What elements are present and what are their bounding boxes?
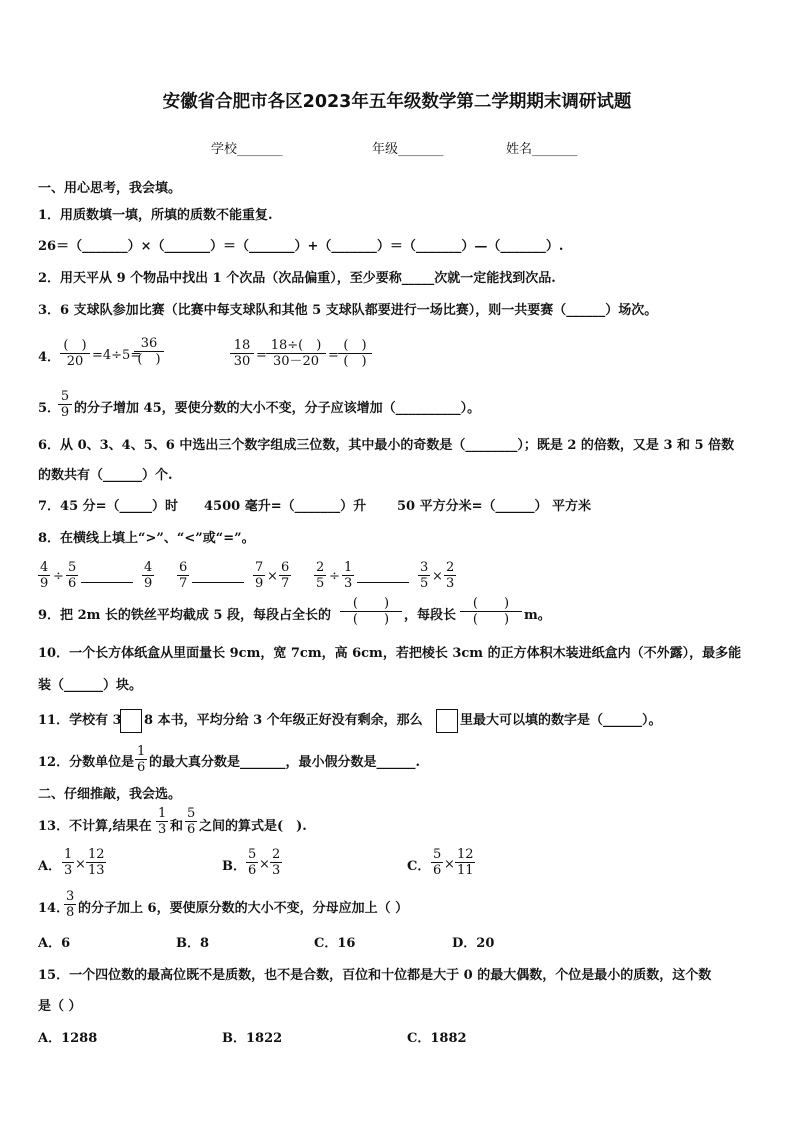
q4-fraction-4[interactable] (266, 338, 326, 369)
question-7-a[interactable]: 7．45 分=（_____）时 (38, 499, 179, 514)
q8-1-frac-b: $\frac{5}{6}$ (68, 560, 77, 591)
q14-fraction: $\frac{3}{8}$ (66, 889, 75, 920)
q15-option-a[interactable]: A．1288 (38, 1031, 98, 1046)
times-sign: × (259, 857, 270, 872)
denominator[interactable]: ( ) (343, 354, 367, 369)
q14-option-d[interactable]: D．20 (452, 936, 495, 951)
question-3[interactable]: 3．6 支球队参加比赛（比赛中每支球队和其他 5 支球队都要进行一场比赛），则一共要赛（______）场次。 (38, 303, 658, 318)
q8-1-frac-c: $\frac{4}{9}$ (144, 560, 153, 591)
q8-3-frac-a: $\frac{2}{5}$ (316, 560, 325, 591)
q8-1-frac-a: $\frac{4}{9}$ (40, 560, 49, 591)
question-1: 1．用质数填一填，所填的质数不能重复. (38, 208, 273, 223)
q8-2-frac-b: $\frac{7}{9}$ (255, 560, 264, 591)
q11-text-a: 11．学校有 3 (38, 713, 122, 728)
q8-2-blank[interactable] (192, 568, 244, 583)
equals-sign: = (328, 348, 339, 363)
q8-3-frac-d: $\frac{2}{3}$ (446, 560, 455, 591)
grade-field[interactable]: 年级_______ (372, 142, 444, 157)
q11-digit-box-ref (436, 709, 458, 733)
question-7-c[interactable]: 50 平方分米=（______） 平方米 (397, 499, 592, 514)
question-7-b[interactable]: 4500 毫升=（_______）升 (204, 499, 367, 514)
question-10-line-1: 10．一个长方体纸盒从里面量长 9cm，宽 7cm，高 6cm，若把棱长 3cm 的正方体积木装进纸盒内（不外露），最多能 (38, 646, 742, 661)
q9-fraction-2[interactable]: ( ) ( ) (460, 596, 522, 627)
name-field[interactable]: 姓名_______ (506, 142, 578, 157)
q9-text-c: m。 (524, 608, 551, 623)
section-1-heading: 一、用心思考，我会填。 (38, 181, 182, 196)
divide-sign: ÷ (329, 569, 340, 584)
question-6-line-1[interactable]: 6．从 0、3、4、5、6 中选出三个数字组成三位数，其中最小的奇数是（________）；既是 2 的倍数，又是 3 和 5 倍数 (38, 438, 735, 453)
divide-sign: ÷ (53, 569, 64, 584)
numerator[interactable]: 18÷( ) (266, 338, 326, 354)
q9-text-b: ，每段长 (404, 608, 457, 623)
denominator: 30－20 (272, 354, 320, 369)
times-sign: × (75, 857, 86, 872)
times-sign: × (267, 569, 278, 584)
denominator: 30 (233, 354, 251, 369)
school-field[interactable]: 学校_______ (211, 142, 283, 157)
question-1-equation[interactable]: 26＝（_______）×（_______）＝（_______）+（_______）＝（_______）—（_______）. (38, 239, 564, 254)
q11-digit-box[interactable] (120, 709, 142, 733)
denominator: 20 (66, 354, 84, 369)
q13-text-a: 13．不计算,结果在 (38, 819, 152, 834)
q8-3-frac-c: $\frac{3}{5}$ (420, 560, 429, 591)
q15-option-b[interactable]: B．1822 (222, 1031, 283, 1046)
q13-fraction-1: $\frac{1}{3}$ (158, 806, 167, 837)
q11-text-c[interactable]: 里最大可以填的数字是（______）。 (460, 713, 662, 728)
option-a-frac-2: $\frac{12}{13}$ (88, 847, 105, 878)
q5-label: 5． (38, 401, 61, 416)
q4-fraction-5[interactable] (338, 338, 372, 369)
option-c-frac-2: $\frac{12}{11}$ (457, 847, 474, 878)
option-c-label[interactable]: C． (407, 859, 431, 874)
page-title: 安徽省合肥市各区2023年五年级数学第二学期期末调研试题 (162, 92, 632, 112)
question-2[interactable]: 2．用天平从 9 个物品中找出 1 个次品（次品偏重），至少要称_____次就一定能找到次品. (38, 271, 556, 286)
q12-fraction: $\frac{1}{6}$ (137, 744, 146, 775)
q9-text-a: 9．把 2m 长的铁丝平均截成 5 段，每段占全长的 (38, 608, 331, 623)
q4-fraction-2[interactable] (134, 336, 164, 367)
q4-fraction-3 (230, 338, 254, 369)
option-b-frac-1: $\frac{5}{6}$ (248, 847, 257, 878)
q15-option-c[interactable]: C．1882 (407, 1031, 467, 1046)
question-15-line-1: 15．一个四位数的最高位既不是质数，也不是合数，百位和十位都是大于 0 的最大偶数，个位是最小的质数，这个数 (38, 968, 712, 983)
q4-mid: =4÷5= (92, 348, 142, 363)
q13-and: 和 (170, 819, 184, 834)
q5-fraction (58, 389, 72, 420)
section-2-heading: 二、仔细推敲，我会选。 (38, 787, 182, 802)
q8-1-blank[interactable] (81, 568, 133, 583)
q8-3-frac-b: $\frac{1}{3}$ (344, 560, 353, 591)
option-a-frac-1: $\frac{1}{3}$ (64, 847, 73, 878)
option-b-frac-2: $\frac{2}{3}$ (272, 847, 281, 878)
q14-option-c[interactable]: C．16 (314, 936, 356, 951)
q4-label: 4． (38, 350, 61, 365)
numerator[interactable]: ( ) (338, 338, 372, 354)
q14-option-a[interactable]: A．6 (38, 936, 71, 951)
option-c-frac-1: $\frac{5}{6}$ (433, 847, 442, 878)
q8-2-frac-c: $\frac{6}{7}$ (281, 560, 290, 591)
question-15-line-2[interactable]: 是（ ） (38, 999, 82, 1014)
q12-text-a: 12．分数单位是 (38, 755, 135, 770)
q12-text-b[interactable]: 的最大真分数是_______，最小假分数是______. (149, 755, 421, 770)
times-sign: × (432, 569, 443, 584)
q9-fraction-1[interactable]: ( ) ( ) (340, 596, 402, 627)
numerator: 18 (230, 338, 254, 354)
q14-label: 14． (38, 901, 70, 916)
q8-3-blank[interactable] (357, 568, 409, 583)
option-a-label[interactable]: A． (38, 859, 62, 874)
question-10-line-2[interactable]: 装（______）块。 (38, 678, 143, 693)
q11-text-b: 8 本书，平均分给 3 个年级正好没有剩余，那么 (144, 713, 423, 728)
numerator: 36 (134, 336, 164, 352)
q13-text-b: 之间的算式是( ). (199, 819, 307, 834)
q14-text: 的分子加上 6，要使原分数的大小不变，分母应加上（ ） (78, 901, 409, 916)
numerator: 5 (58, 389, 72, 405)
q5-text[interactable]: 的分子增加 45，要使分数的大小不变，分子应该增加（__________）。 (74, 401, 481, 416)
denominator[interactable]: ( ) (137, 352, 161, 367)
q13-fraction-2: $\frac{5}{6}$ (187, 806, 196, 837)
question-6-line-2[interactable]: 的数共有（______）个. (38, 468, 173, 483)
denominator: 9 (60, 405, 70, 420)
option-b-label[interactable]: B． (222, 859, 246, 874)
q14-option-b[interactable]: B．8 (176, 936, 210, 951)
q4-fraction-1[interactable] (60, 338, 90, 369)
question-8: 8．在横线上填上“>”、“<”或“=”。 (38, 531, 255, 546)
times-sign: × (444, 857, 455, 872)
equals-sign: = (256, 348, 267, 363)
q8-2-frac-a: $\frac{6}{7}$ (179, 560, 188, 591)
numerator[interactable]: ( ) (60, 338, 90, 354)
